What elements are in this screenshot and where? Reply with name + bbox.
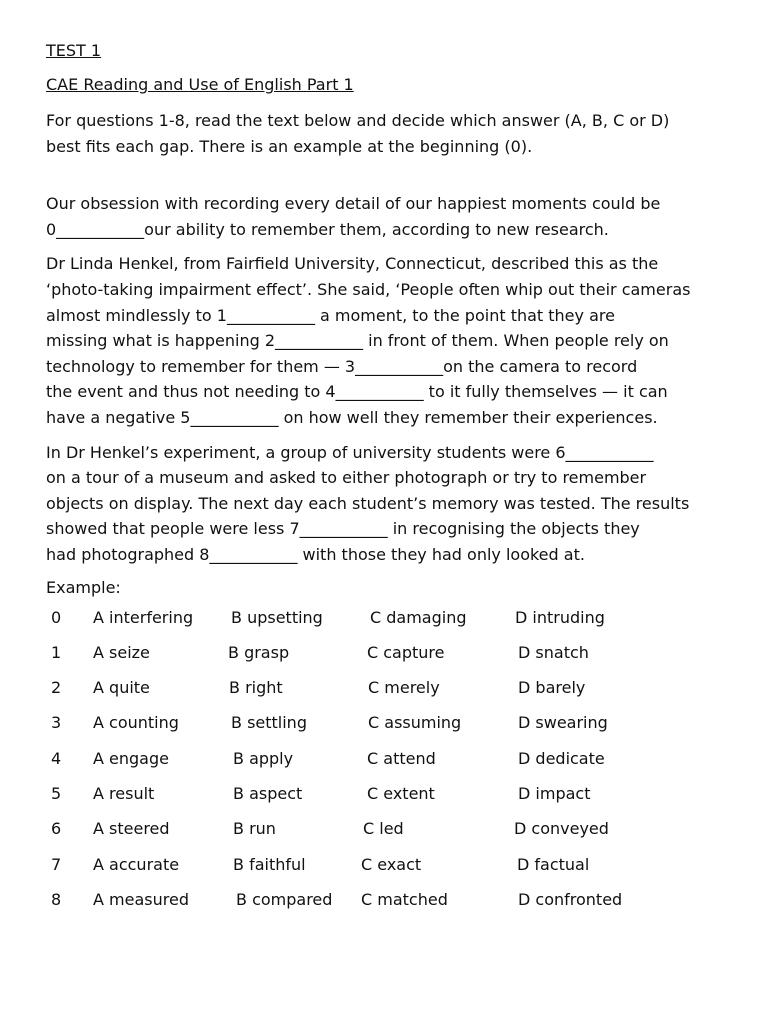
question-number: 7 xyxy=(51,854,62,874)
option-c: C damaging xyxy=(370,607,467,627)
passage-line: on a tour of a museum and asked to either photograph or try to remember xyxy=(46,468,647,488)
question-number: 0 xyxy=(51,607,62,627)
option-b: B apply xyxy=(233,748,294,768)
passage-line: the event and thus not needing to 4___________ to it fully themselves — it can xyxy=(46,382,668,402)
example-label: Example: xyxy=(46,577,121,597)
option-a: A result xyxy=(93,783,155,803)
option-d: D intruding xyxy=(515,607,605,627)
option-b: B compared xyxy=(236,889,333,909)
option-a: A seize xyxy=(93,642,150,662)
instructions-line: best fits each gap. There is an example at the beginning (0). xyxy=(46,136,533,156)
option-row xyxy=(46,677,736,712)
passage-line: Our obsession with recording every detail of our happiest moments could be xyxy=(46,194,661,214)
option-a: A accurate xyxy=(93,854,180,874)
option-c: C led xyxy=(363,819,404,839)
question-number: 6 xyxy=(51,819,62,839)
instructions xyxy=(46,108,736,159)
option-a: A engage xyxy=(93,748,169,768)
option-d: D factual xyxy=(517,854,590,874)
option-b: B run xyxy=(233,819,276,839)
question-number: 1 xyxy=(51,642,62,662)
option-row xyxy=(46,748,736,783)
question-number: 8 xyxy=(51,889,62,909)
passage-line: ‘photo-taking impairment effect’. She said, ‘People often whip out their cameras xyxy=(46,279,691,299)
option-d: D dedicate xyxy=(518,748,605,768)
option-b: B grasp xyxy=(228,642,290,662)
passage-line: objects on display. The next day each student’s memory was tested. The results xyxy=(46,493,690,513)
option-b: B faithful xyxy=(233,854,306,874)
option-row xyxy=(46,818,736,853)
option-d: D impact xyxy=(518,783,591,803)
option-c: C assuming xyxy=(368,713,462,733)
passage-line: Dr Linda Henkel, from Fairfield University, Connecticut, described this as the xyxy=(46,254,659,274)
passage-paragraph-2 xyxy=(46,251,736,430)
passage-line: technology to remember for them — 3___________on the camera to record xyxy=(46,356,638,376)
option-d: D barely xyxy=(518,678,586,698)
passage-line: 0___________our ability to remember them, according to new research. xyxy=(46,219,609,239)
option-row xyxy=(46,642,736,677)
option-a: A counting xyxy=(93,713,179,733)
option-d: D conveyed xyxy=(514,819,609,839)
passage-line: showed that people were less 7___________ in recognising the objects they xyxy=(46,519,640,539)
question-number: 4 xyxy=(51,748,62,768)
passage-line: In Dr Henkel’s experiment, a group of university students were 6___________ xyxy=(46,442,654,462)
option-b: B upsetting xyxy=(231,607,323,627)
option-c: C capture xyxy=(367,642,445,662)
option-d: D swearing xyxy=(518,713,608,733)
option-b: B settling xyxy=(231,713,307,733)
part-title: CAE Reading and Use of English Part 1 xyxy=(46,75,354,94)
option-b: B aspect xyxy=(233,783,303,803)
option-row xyxy=(46,607,736,642)
question-number: 5 xyxy=(51,783,62,803)
option-c: C attend xyxy=(367,748,436,768)
passage-line: almost mindlessly to 1___________ a moment, to the point that they are xyxy=(46,305,615,325)
passage-line: had photographed 8___________ with those they had only looked at. xyxy=(46,544,585,564)
option-c: C merely xyxy=(368,678,440,698)
option-c: C extent xyxy=(367,783,435,803)
passage-line: have a negative 5___________ on how well they remember their experiences. xyxy=(46,407,658,427)
option-row xyxy=(46,854,736,889)
option-a: A quite xyxy=(93,678,150,698)
option-c: C exact xyxy=(361,854,422,874)
option-d: D confronted xyxy=(518,889,623,909)
option-row xyxy=(46,889,736,924)
passage-paragraph-3 xyxy=(46,440,736,568)
question-number: 2 xyxy=(51,678,62,698)
passage-paragraph-1 xyxy=(46,191,736,242)
answer-options-table xyxy=(46,607,736,925)
option-a: A steered xyxy=(93,819,170,839)
option-d: D snatch xyxy=(518,642,589,662)
option-row xyxy=(46,712,736,747)
option-b: B right xyxy=(229,678,283,698)
worksheet-page xyxy=(46,40,736,924)
test-title: TEST 1 xyxy=(46,41,102,60)
instructions-line: For questions 1-8, read the text below and decide which answer (A, B, C or D) xyxy=(46,111,670,130)
option-a: A interfering xyxy=(93,607,194,627)
option-c: C matched xyxy=(361,889,448,909)
passage-line: missing what is happening 2___________ in front of them. When people rely on xyxy=(46,331,669,351)
question-number: 3 xyxy=(51,713,62,733)
option-row xyxy=(46,783,736,818)
option-a: A measured xyxy=(93,889,189,909)
